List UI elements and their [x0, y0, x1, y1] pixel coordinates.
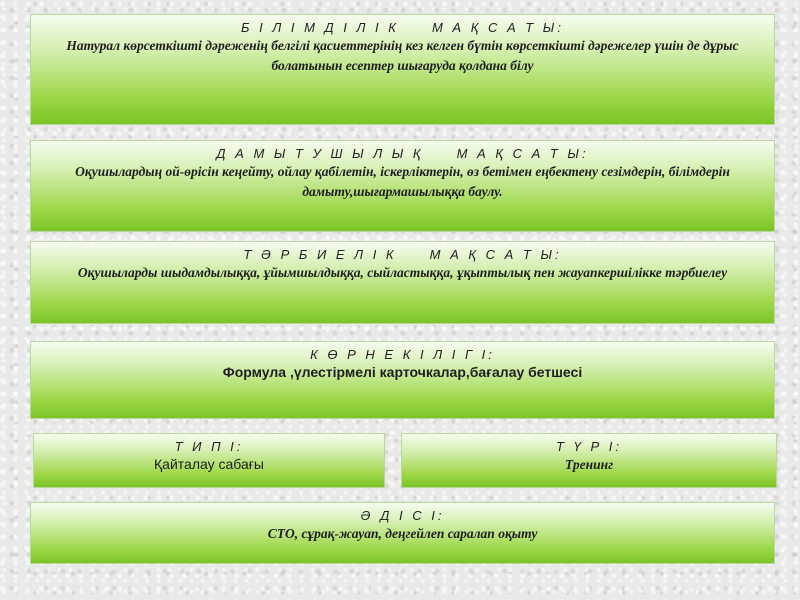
visual-aids-panel: [30, 341, 775, 419]
developmental-goal-heading: Д А М Ы Т У Ш Ы Л Ы Қ М А Қ С А Т Ы:: [216, 146, 589, 161]
lesson-type-text: Қайталау сабағы: [154, 456, 264, 472]
visual-aids-text: Формула ,үлестірмелі карточкалар,бағалау бетшесі: [222, 364, 583, 380]
developmental-goal-panel: [30, 140, 775, 232]
method-text: СТО, сұрақ-жауап, деңгейлеп саралап оқыту: [267, 526, 538, 541]
lesson-kind-panel: [401, 433, 777, 488]
lesson-kind-text: Тренинг: [564, 457, 614, 472]
lesson-kind-heading: Т Ү Р І:: [556, 439, 622, 454]
upbringing-goal-heading: Т Ә Р Б И Е Л І К М А Қ С А Т Ы:: [243, 247, 562, 262]
educational-goal-text: Натурал көрсеткішті дәреженің белгілі қасиеттерінің кез келген бүтін көрсеткішті дәрежелер үшін де дұрыс болатынын есептер шығаруда қолдана білу: [66, 38, 739, 73]
upbringing-goal-text: Оқушыларды шыдамдылыққа, ұйымшылдыққа, сыйластыққа, ұқыптылық пен жауапкершілікке тәрбиелеу: [77, 265, 728, 280]
educational-goal-panel: [30, 14, 775, 125]
method-heading: Ә Д І С І:: [360, 508, 445, 523]
developmental-goal-text: Оқушылардың ой-өрісін кеңейту, ойлау қабілетін, іскерліктерін, өз бетімен еңбектену сезімдерін, білімдерін дамыту,шығармашылыққа баулу.: [75, 164, 730, 199]
lesson-type-heading: Т И П І:: [174, 439, 244, 454]
method-panel: [30, 502, 775, 564]
upbringing-goal-panel: [30, 241, 775, 324]
educational-goal-heading: Б І Л І М Д І Л І К М А Қ С А Т Ы:: [241, 20, 564, 35]
lesson-type-panel: [33, 433, 385, 488]
visual-aids-heading: К Ө Р Н Е К І Л І Г І:: [310, 347, 495, 362]
